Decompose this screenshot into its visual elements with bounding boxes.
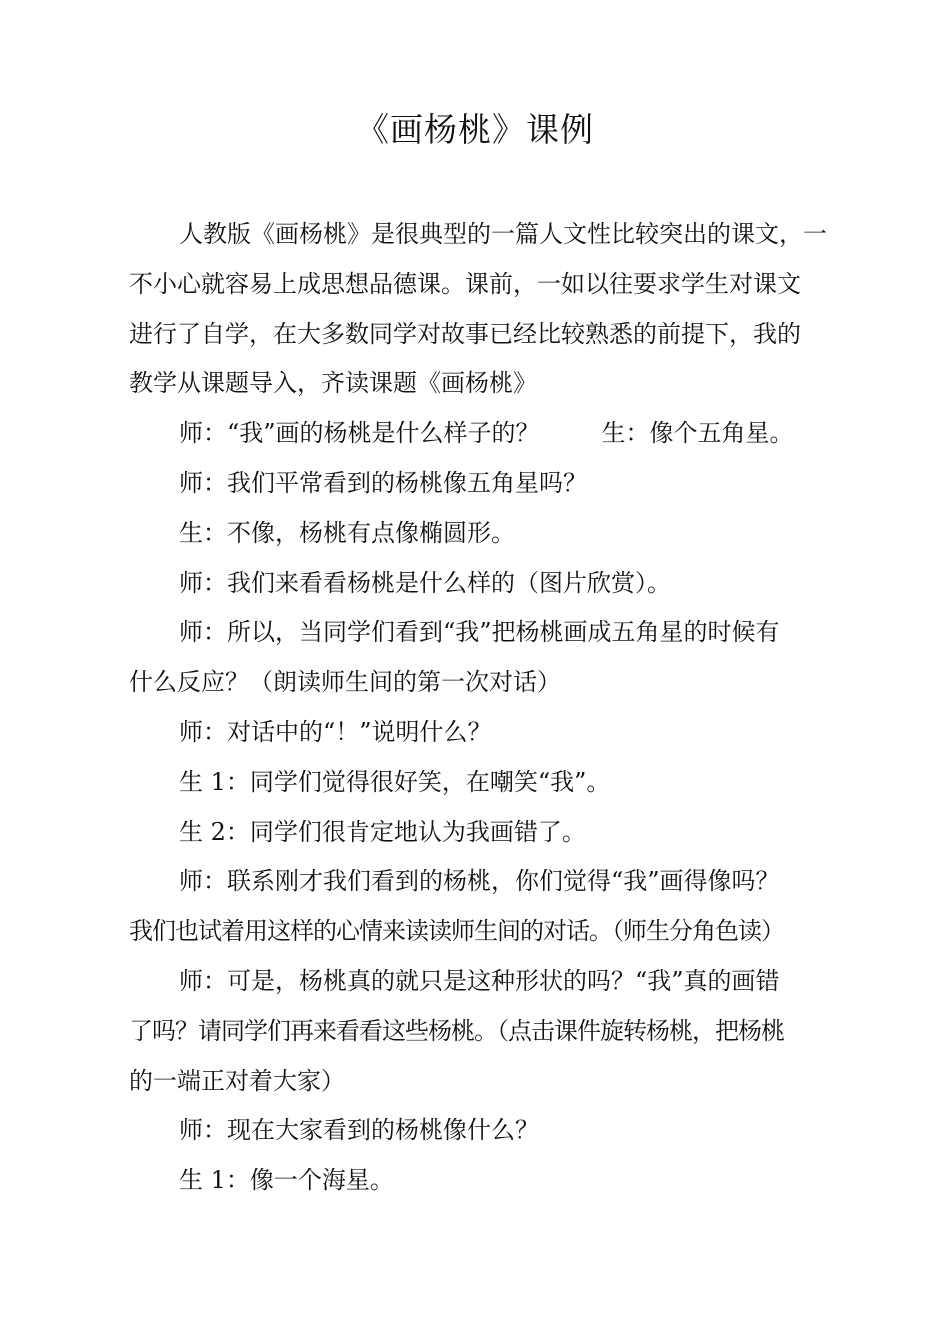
text-line: 进行了自学，在大多数同学对故事已经比较熟悉的前提下，我的 [129, 319, 801, 348]
text-line: 人教版《画杨桃》是很典型的一篇人文性比较突出的课文，一 [179, 220, 827, 248]
dialogue-line: 师：现在大家看到的杨桃像什么？ [179, 1116, 539, 1145]
document-body [129, 210, 839, 1206]
dialogue-line: 师：对话中的“！”说明什么？ [179, 717, 492, 746]
text-line: 师：联系刚才我们看到的杨桃，你们觉得“我”画得像吗？ [179, 867, 780, 896]
dialogue-line [129, 409, 839, 459]
text-line: 师：所以，当同学们看到“我”把杨桃画成五角星的时候有 [179, 618, 780, 647]
paragraph [129, 608, 839, 708]
dialogue-line: 师：我们平常看到的杨桃像五角星吗？ [179, 468, 587, 497]
paragraph [129, 857, 839, 957]
text-line: 的一端正对着大家） [129, 1066, 345, 1095]
text-line: 了吗？请同学们再来看看这些杨桃。（点击课件旋转杨桃，把杨桃 [129, 1016, 784, 1045]
page-title: 《画杨桃》课例 [356, 110, 594, 149]
dialogue-line: 生 1：像一个海星。 [179, 1166, 394, 1195]
text-line: 教学从课题导入，齐读课题《画杨桃》 [129, 369, 537, 398]
dialogue-line: 师：我们来看看杨桃是什么样的（图片欣赏）。 [179, 568, 671, 597]
text-line: 什么反应？（朗读师生间的第一次对话） [129, 668, 561, 697]
text-line: 师：可是，杨桃真的就只是这种形状的吗？“我”真的画错 [179, 966, 780, 995]
text-line: 不小心就容易上成思想品德课。课前，一如以往要求学生对课文 [129, 269, 801, 298]
student-answer: 生：像个五角星。 [601, 419, 794, 448]
paragraph [129, 957, 839, 1106]
text-line: 我们也试着用这样的心情来读读师生间的对话。（师生分角色读） [129, 917, 784, 946]
teacher-question: 师：“我”画的杨桃是什么样子的？ [179, 419, 540, 448]
dialogue-line: 生 1：同学们觉得很好笑，在嘲笑“我”。 [179, 767, 611, 796]
dialogue-line: 生 2：同学们很肯定地认为我画错了。 [179, 817, 586, 846]
dialogue-line: 生：不像，杨桃有点像椭圆形。 [179, 518, 515, 547]
paragraph-intro [129, 210, 839, 409]
